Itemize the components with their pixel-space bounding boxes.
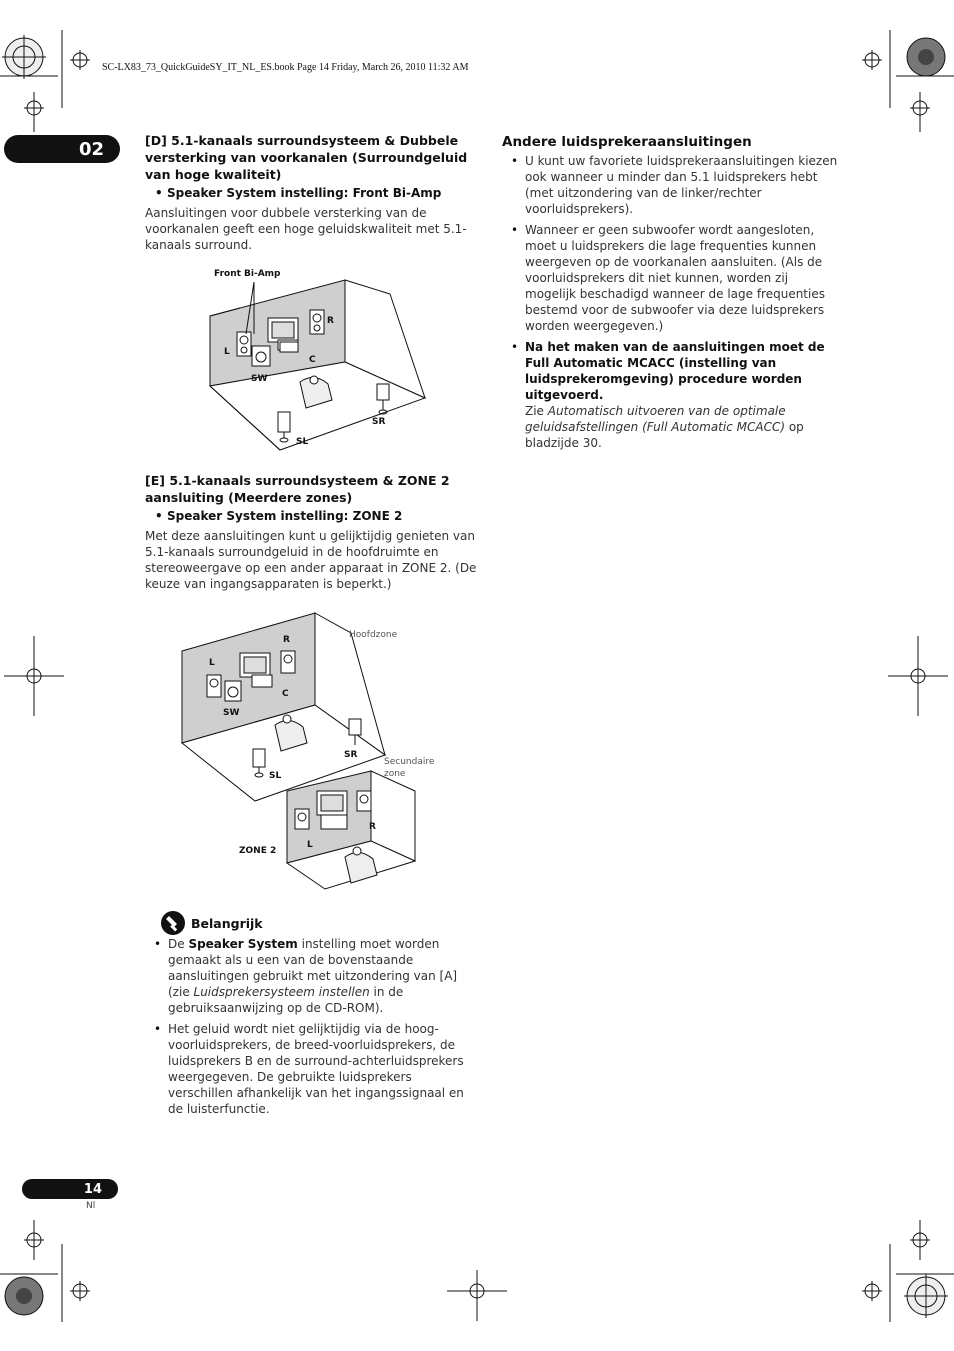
diagram-d-label-sw: SW [251,374,268,384]
diagram-e-label-c: C [282,689,289,699]
chapter-tab: 02 [4,135,120,163]
diagram-e-label-sr: SR [344,750,358,760]
section-d [145,132,480,253]
important-item-1-italic: Luidsprekersysteem instellen [193,985,370,999]
diagram-d-callout: Front Bi-Amp [214,269,281,279]
important-item-1-post: in de gebruiksaanwijzing op de CD-ROM). [168,985,404,1015]
section-other [502,134,838,456]
important-heading [160,910,263,936]
diagram-e-secondary-zone-1: Secundaire [384,757,435,767]
other-item-2: • Wanneer er geen subwoofer wordt aangesloten, moet u luidsprekers die lage frequenties kunnen weergeven op de voorkanalen aansluiten. (Als de voorluidsprekers dit niet kunnen, worden zij mogelijk beschadigd wanneer de lage frequenties bestemd voor de subwoofer via deze luidsprekers worden weergegeven.) [502,222,838,334]
diagram-e-main-zone: Hoofdzone [349,630,398,640]
other-item-3-pre: Zie [525,404,548,418]
section-e-setting: • Speaker System instelling: ZONE 2 [145,508,480,524]
diagram-d-label-sl: SL [296,437,309,447]
important-item-1-bold: Speaker System [188,937,298,951]
other-item-1: • U kunt uw favoriete luidsprekeraansluitingen kiezen ook wanneer u minder dan 5.1 luidsprekers hebt (met uitzondering van de linker/rechter voorluidsprekers). [502,153,838,217]
other-item-3 [502,339,838,451]
other-item-3-bold: Na het maken van de aansluitingen moet de Full Automatic MCACC (instelling van luidsprekeromgeving) procedure worden uitgevoerd. [525,340,825,402]
diagram-d-label-r: R [327,316,334,326]
important-icon [160,910,186,936]
diagram-e-label-z2-r: R [369,822,376,832]
other-heading: Andere luidsprekeraansluitingen [502,134,752,150]
diagram-e-label-zone2: ZONE 2 [239,846,277,856]
diagram-e-label-sl: SL [269,771,282,781]
important-item-1-mid: instelling moet worden gemaakt als u een van de bovenstaande aansluitingen gebruikt met uitzondering van [A] (zie [168,937,458,999]
section-e-heading: [E] 5.1-kanaals surroundsysteem & ZONE 2 aansluiting (Meerdere zones) [145,473,450,505]
registration-mark-icon [904,1274,948,1318]
section-d-body: Aansluitingen voor dubbele versterking van de voorkanalen geeft een hoge geluidskwaliteit met 5.1-kanaals surround. [145,206,467,252]
print-file-header: SC-LX83_73_QuickGuideSY_IT_NL_ES.book Page 14 Friday, March 26, 2010 11:32 AM [102,62,469,73]
section-d-setting: • Speaker System instelling: Front Bi-Amp [145,185,480,201]
other-list [502,153,838,451]
registration-mark-icon [907,38,945,76]
diagram-e-label-l: L [209,658,215,668]
page-number: 14 [22,1179,118,1199]
diagram-d-label-sr: SR [372,417,386,427]
section-d-heading: [D] 5.1-kanaals surroundsysteem & Dubbele versterking van voorkanalen (Surroundgeluid van hoge kwaliteit) [145,133,468,182]
diagram-e-label-sw: SW [223,708,240,718]
diagram-e-label-z2-l: L [307,840,313,850]
language-code: Nl [86,1201,96,1211]
other-item-3-post: op bladzijde 30. [525,420,804,450]
diagram-bi-amp [180,262,440,462]
diagram-e-secondary-zone-2: zone [384,769,406,779]
section-e-body: Met deze aansluitingen kunt u gelijktijdig genieten van 5.1-kanaals surroundgeluid in de hoofdruimte en stereoweergave op een ander apparaat in ZONE 2. (De keuze van ingangsapparaten is beperkt.) [145,529,477,591]
diagram-zone2 [175,605,445,895]
registration-mark-icon [2,35,46,79]
important-item-2: • Het geluid wordt niet gelijktijdig via de hoog-voorluidsprekers, de breed-voorluidsprekers, de luidsprekers B en de surround-achterluidsprekers weergegeven. De gebruikte luidsprekers verschillen afhankelijk van het ingangssignaal en de luisterfunctie. [145,1021,480,1117]
diagram-d-label-c: C [309,355,316,365]
important-list [145,936,480,1122]
registration-mark-icon [5,1277,43,1315]
important-title: Belangrijk [191,915,263,931]
section-e [145,472,480,592]
important-item-1-pre: De [168,937,189,951]
other-item-3-italic: Automatisch uitvoeren van de optimale geluidsafstellingen (Full Automatic MCACC) [525,404,786,434]
important-item-1 [145,936,480,1016]
diagram-e-label-r: R [283,635,290,645]
diagram-d-label-l: L [224,347,230,357]
